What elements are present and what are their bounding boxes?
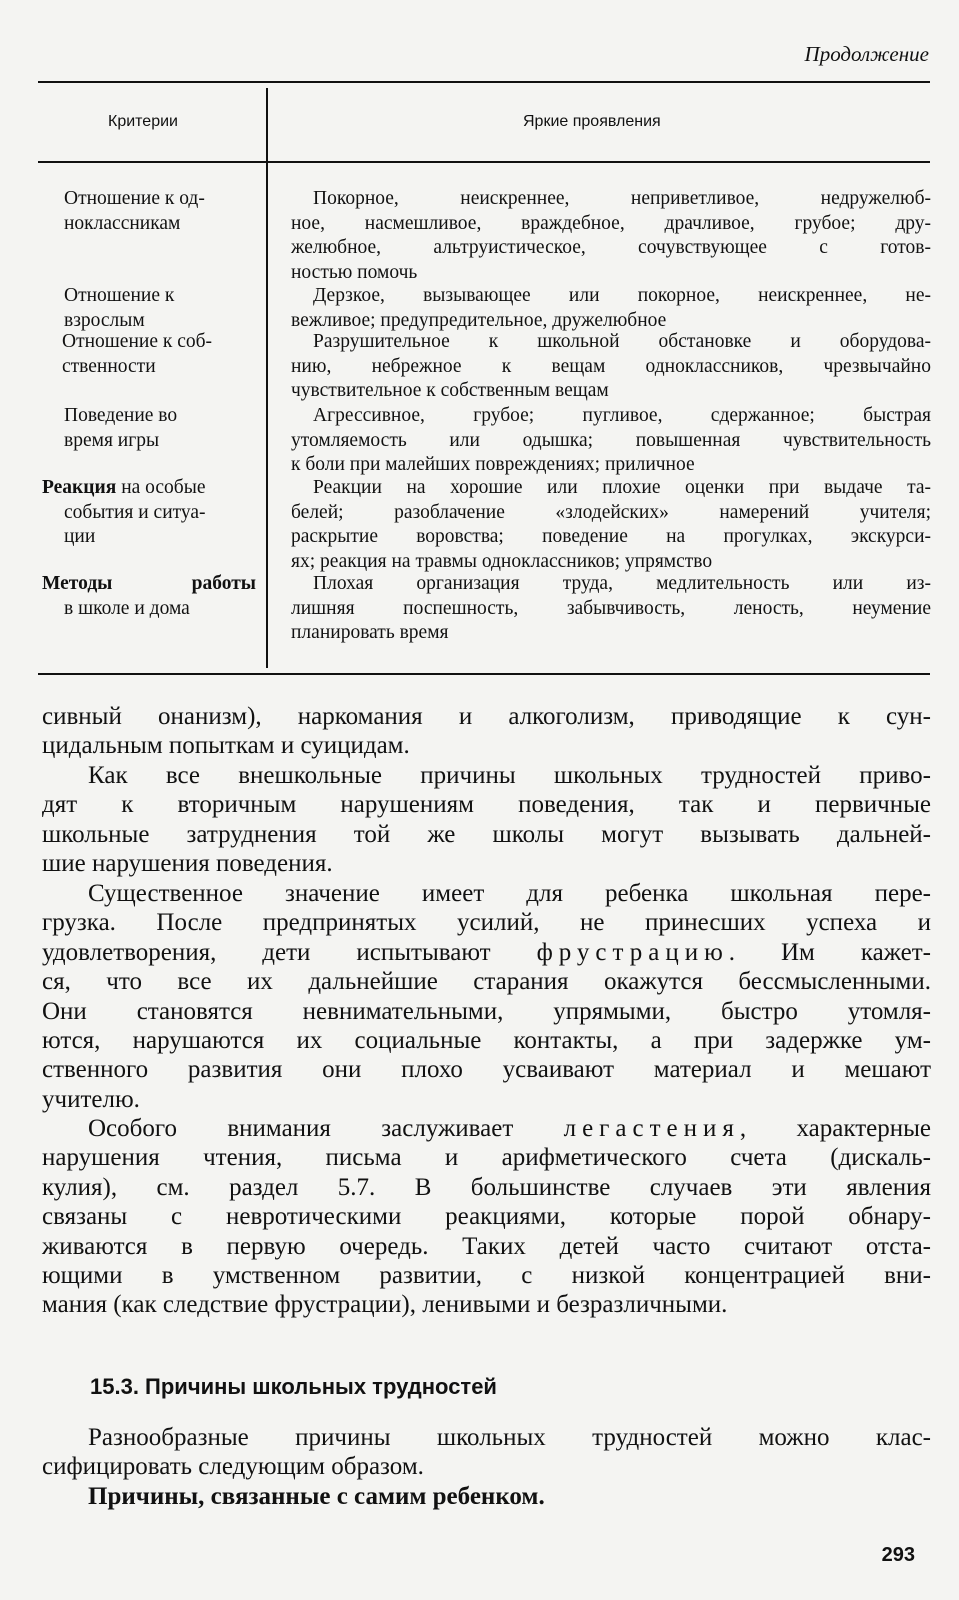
- criterion-line: в школе и дома: [64, 597, 190, 619]
- text-line: шие нарушения поведения.: [42, 850, 333, 878]
- description-line: Агрессивное, грубое; пугливое, сдержанное; быстрая: [313, 405, 931, 426]
- description-cell: [291, 187, 931, 285]
- text-line: Как все внешкольные причины школьных трудностей приво-: [88, 762, 931, 789]
- table-bottom-rule: [38, 673, 930, 675]
- text-line: Они становятся невнимательными, упрямыми, быстро утомля-: [42, 997, 931, 1025]
- description-cell: [291, 330, 931, 404]
- description-line: Покорное, неискреннее, неприветливое, недружелюб-: [313, 188, 931, 209]
- description-cell: [291, 572, 931, 646]
- description-line: нию, небрежное к вещам одноклассников, чрезвычайно: [291, 355, 931, 377]
- criterion-cell: [42, 572, 256, 621]
- text-line: Существенное значение имеет для ребенка школьная пере-: [88, 880, 931, 907]
- column-header-manifestations: Яркие проявления: [523, 113, 661, 130]
- continuation-label: Продолжение: [804, 42, 929, 66]
- description-line: Реакции на хорошие или плохие оценки при выдаче та-: [313, 477, 931, 498]
- text-line: Разнообразные причины школьных трудностей можно клас-: [88, 1424, 931, 1451]
- criterion-line: ственности: [62, 355, 156, 377]
- criterion-line: ции: [64, 526, 96, 547]
- text-line: Особого внимания заслуживает легастения, характерные: [88, 1115, 931, 1142]
- criterion-line: взрослым: [64, 309, 145, 331]
- bold-subheading: Причины, связанные с самим ребенком.: [88, 1482, 545, 1510]
- description-cell: [291, 284, 931, 333]
- table-column-divider: [266, 88, 268, 668]
- description-line: ностью помочь: [291, 261, 418, 283]
- criterion-line: время игры: [64, 429, 160, 451]
- criterion-line: Поведение во: [64, 405, 178, 426]
- description-line: желюбное, альтруистическое, сочувствующее с готов-: [291, 237, 931, 258]
- text-line: нарушения чтения, письма и арифметического счета (дискаль-: [42, 1144, 931, 1172]
- text-line: связаны с невротическими реакциями, которые порой обнару-: [42, 1203, 931, 1231]
- description-line: вежливое; предупредительное, дружелюбное: [291, 309, 667, 331]
- text-line: ся, что все их дальнейшие старания окажутся бессмысленными.: [42, 968, 931, 996]
- description-cell: [291, 476, 931, 574]
- text-line: кулия), см. раздел 5.7. В большинстве случаев эти явления: [42, 1173, 931, 1201]
- column-header-criteria: Критерии: [108, 113, 178, 130]
- description-line: Плохая организация труда, медлительность или из-: [313, 573, 931, 594]
- paragraph: [42, 1423, 931, 1511]
- criterion-line: Методы работы: [42, 573, 256, 594]
- emphasized-word: легастения: [563, 1115, 740, 1142]
- criterion-cell: [42, 476, 256, 550]
- criterion-cell: [42, 284, 256, 333]
- description-line: ях; реакция на травмы одноклассников; упрямство: [291, 550, 713, 572]
- description-line: лишняя поспешность, забывчивость, леность, неумение: [291, 597, 931, 619]
- text-line: школьные затруднения той же школы могут вызывать дальней-: [42, 820, 931, 848]
- text-line: живаются в первую очередь. Таких детей часто считают отста-: [42, 1232, 931, 1260]
- text-line: ются, нарушаются их социальные контакты, а при задержке ум-: [42, 1027, 931, 1055]
- description-line: Дерзкое, вызывающее или покорное, неискреннее, не-: [313, 285, 931, 306]
- section-heading: 15.3. Причины школьных трудностей: [90, 1374, 497, 1399]
- description-line: планировать время: [291, 622, 449, 643]
- paragraph: [42, 879, 931, 1114]
- text-line: мания (как следствие фрустрации), ленивыми и безразличными.: [42, 1291, 728, 1319]
- paragraph: [42, 761, 931, 879]
- description-line: к боли при малейших повреждениях; приличное: [291, 454, 695, 475]
- text-line: дят к вторичным нарушениям поведения, так и первичные: [42, 791, 931, 819]
- criterion-line: Отношение к: [64, 285, 175, 306]
- paragraph: [42, 702, 931, 761]
- description-line: белей; разоблачение «злодейских» намерений учителя;: [291, 501, 931, 523]
- text-line: сифицировать следующим образом.: [42, 1453, 424, 1481]
- description-line: ное, насмешливое, враждебное, драчливое, грубое; дру-: [291, 212, 931, 234]
- emphasized-word: фрустрацию: [536, 938, 729, 966]
- description-line: раскрытие воровства; поведение на прогулках, экскурси-: [291, 526, 931, 547]
- page-number: 293: [881, 1544, 915, 1566]
- text-line: грузка. После предпринятых усилий, не принесших успеха и: [42, 909, 931, 937]
- description-line: чувствительное к собственным вещам: [291, 380, 609, 401]
- description-line: Разрушительное к школьной обстановке и оборудова-: [313, 331, 931, 352]
- description-cell: [291, 404, 931, 478]
- text-line: учителю.: [42, 1085, 140, 1113]
- criterion-line: ноклассникам: [64, 212, 181, 234]
- text-line: ющими в умственном развитии, с низкой концентрацией вни-: [42, 1262, 931, 1290]
- text-line: ственного развития они плохо усваивают материал и мешают: [42, 1056, 931, 1084]
- table-top-rule: [38, 81, 930, 83]
- criterion-line: Отношение к од-: [64, 188, 205, 209]
- criterion-cell: [42, 187, 256, 236]
- criterion-line: Отношение к соб-: [62, 331, 213, 352]
- criterion-line: события и ситуа-: [64, 501, 206, 523]
- text-line: удовлетворения, дети испытывают фрустрацию. Им кажет-: [42, 938, 931, 966]
- criterion-cell: [42, 404, 256, 453]
- text-line: сивный онанизм), наркомания и алкоголизм, приводящие к сун-: [42, 703, 931, 730]
- description-line: утомляемость или одышка; повышенная чувствительность: [291, 429, 931, 451]
- paragraph: [42, 1114, 931, 1320]
- criterion-cell: [40, 330, 254, 379]
- text-line: цидальным попыткам и суицидам.: [42, 732, 410, 760]
- criterion-line: Реакция на особые: [42, 477, 206, 498]
- table-header-rule: [38, 161, 930, 163]
